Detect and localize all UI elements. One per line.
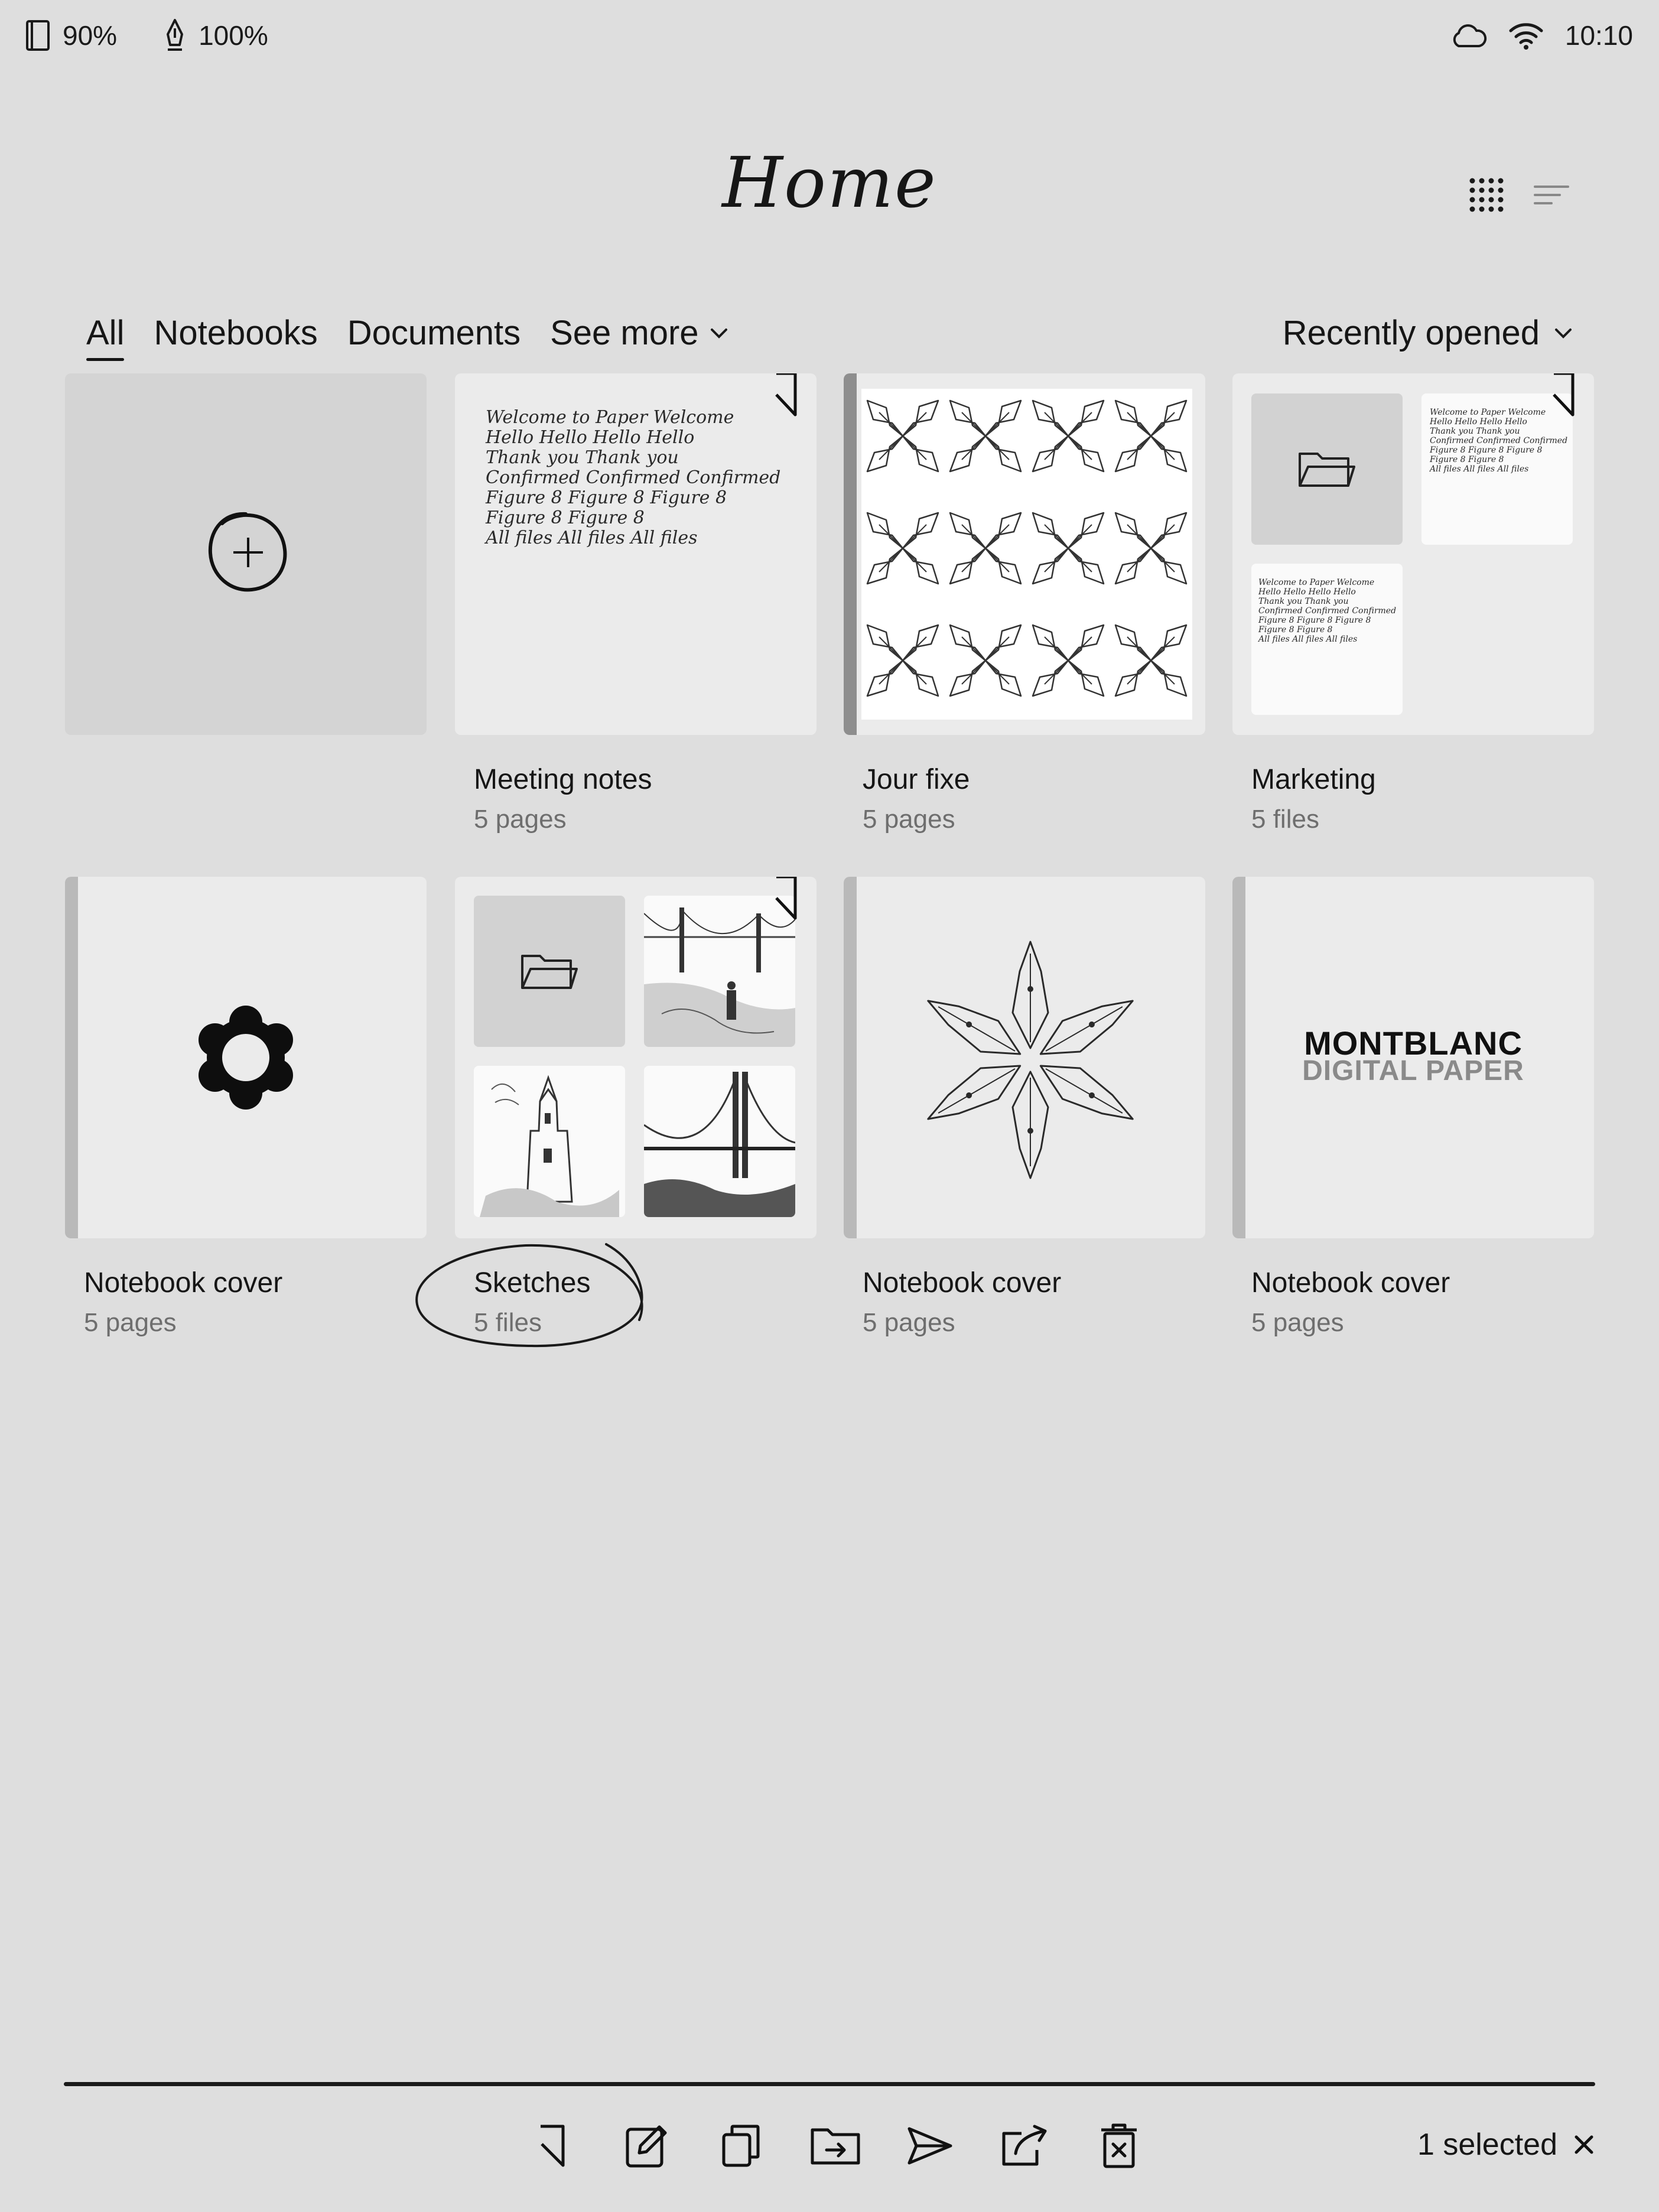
notebook-card[interactable] [455, 373, 817, 834]
bookmark-icon [774, 373, 798, 416]
document-preview-tile: Welcome to Paper Welcome Hello Hello Hello Hello Thank you Thank you Confirmed Confirmed Confirmed Figure 8 Figure 8 Figure 8 Figure 8 Figure 8 All files All files All files [1251, 564, 1403, 715]
close-icon[interactable] [1574, 2135, 1594, 2155]
card-title: Notebook cover [84, 1267, 283, 1299]
castle-sketch-image [474, 1066, 625, 1217]
page-title: Home [722, 142, 937, 223]
card-title: Sketches [474, 1267, 591, 1299]
cloud-icon [1449, 21, 1487, 50]
bookmark-icon[interactable] [527, 2121, 577, 2171]
notebook-thumbnail [1232, 877, 1594, 1238]
selection-toolbar [527, 2121, 1144, 2171]
folder-thumbnail [1232, 373, 1594, 735]
selection-count-text: 1 selected [1417, 2128, 1557, 2162]
add-icon [204, 508, 292, 597]
selection-lasso-icon [408, 1231, 668, 1355]
montblanc-emblem-icon [191, 1003, 300, 1112]
folder-preview-tile [474, 896, 625, 1047]
folder-card[interactable] [1232, 373, 1594, 834]
notebook-card[interactable] [844, 373, 1205, 834]
folder-icon [520, 951, 579, 993]
notebook-spine [844, 877, 857, 1238]
chevron-down-icon [1554, 327, 1573, 339]
bridge-sketch-image [644, 896, 795, 1047]
pattern-illustration [861, 389, 1192, 720]
delete-icon[interactable] [1094, 2121, 1144, 2171]
rename-icon[interactable] [622, 2121, 671, 2171]
send-icon[interactable] [905, 2121, 955, 2171]
tab-notebooks[interactable]: Notebooks [154, 314, 318, 352]
notebook-spine [65, 877, 78, 1238]
new-item-thumbnail [65, 373, 427, 735]
clock-text: 10:10 [1564, 20, 1633, 51]
pen-nib-emblem-icon [924, 936, 1137, 1184]
status-left [24, 17, 268, 54]
tablet-battery-text: 90% [63, 20, 118, 51]
notebook-thumbnail [65, 877, 427, 1238]
handwriting-preview: Welcome to Paper Welcome Hello Hello Hello Hello Thank you Thank you Confirmed Confirmed Confirmed Figure 8 Figure 8 Figure 8 Figure 8 Figure 8 All files All files All files [486, 407, 781, 548]
filter-tabs [86, 313, 728, 357]
bookmark-icon [1551, 373, 1575, 416]
tab-all[interactable]: All [86, 313, 124, 357]
folder-preview-tile [1251, 393, 1403, 545]
card-title: Marketing [1251, 764, 1376, 795]
card-subtitle: 5 files [474, 1308, 542, 1337]
pen-icon [162, 18, 188, 53]
montblanc-logo: MONTBLANC DIGITAL PAPER [1302, 1024, 1524, 1087]
see-more-dropdown[interactable] [550, 313, 728, 357]
status-right [1449, 17, 1633, 54]
action-bar-divider [64, 2082, 1595, 2086]
new-item-card[interactable] [65, 373, 427, 735]
see-more-label: See more [550, 314, 699, 352]
document-preview-tile: Welcome to Paper Welcome Hello Hello Hello Hello Thank you Thank you Confirmed Confirmed Confirmed Figure 8 Figure 8 Figure 8 Figure 8 Figure 8 All files All files All files [1421, 393, 1573, 545]
duplicate-icon[interactable] [716, 2121, 766, 2171]
notebook-thumbnail [844, 373, 1205, 735]
notebook-card[interactable] [1232, 877, 1594, 1337]
tab-documents[interactable]: Documents [347, 314, 521, 352]
card-subtitle: 5 pages [84, 1308, 177, 1337]
list-view-icon[interactable] [1534, 184, 1569, 208]
sort-label: Recently opened [1282, 314, 1540, 352]
bridge-sketch-image [644, 1066, 795, 1217]
card-subtitle: 5 files [1251, 805, 1319, 834]
move-to-folder-icon[interactable] [811, 2121, 860, 2171]
card-title: Notebook cover [863, 1267, 1062, 1299]
selection-status [1417, 2127, 1594, 2162]
folder-icon [1297, 449, 1357, 490]
card-title: Jour fixe [863, 764, 970, 795]
chevron-down-icon [710, 327, 728, 339]
grid-view-icon[interactable] [1469, 177, 1504, 213]
notebook-thumbnail [455, 373, 817, 735]
pen-battery-text: 100% [199, 20, 268, 51]
notebook-card[interactable] [65, 877, 427, 1337]
card-title: Meeting notes [474, 764, 652, 795]
card-title: Notebook cover [1251, 1267, 1450, 1299]
card-subtitle: 5 pages [863, 805, 955, 834]
folder-thumbnail [455, 877, 817, 1238]
sort-dropdown[interactable] [1283, 313, 1573, 353]
wifi-icon [1508, 20, 1544, 51]
export-icon[interactable] [1000, 2121, 1049, 2171]
card-subtitle: 5 pages [863, 1308, 955, 1337]
bookmark-icon [774, 877, 798, 919]
card-subtitle: 5 pages [474, 805, 567, 834]
tablet-icon [24, 19, 52, 52]
folder-card-selected[interactable] [455, 877, 817, 1337]
notebook-thumbnail [844, 877, 1205, 1238]
notebook-card[interactable] [844, 877, 1205, 1337]
card-subtitle: 5 pages [1251, 1308, 1344, 1337]
notebook-spine [844, 373, 857, 735]
